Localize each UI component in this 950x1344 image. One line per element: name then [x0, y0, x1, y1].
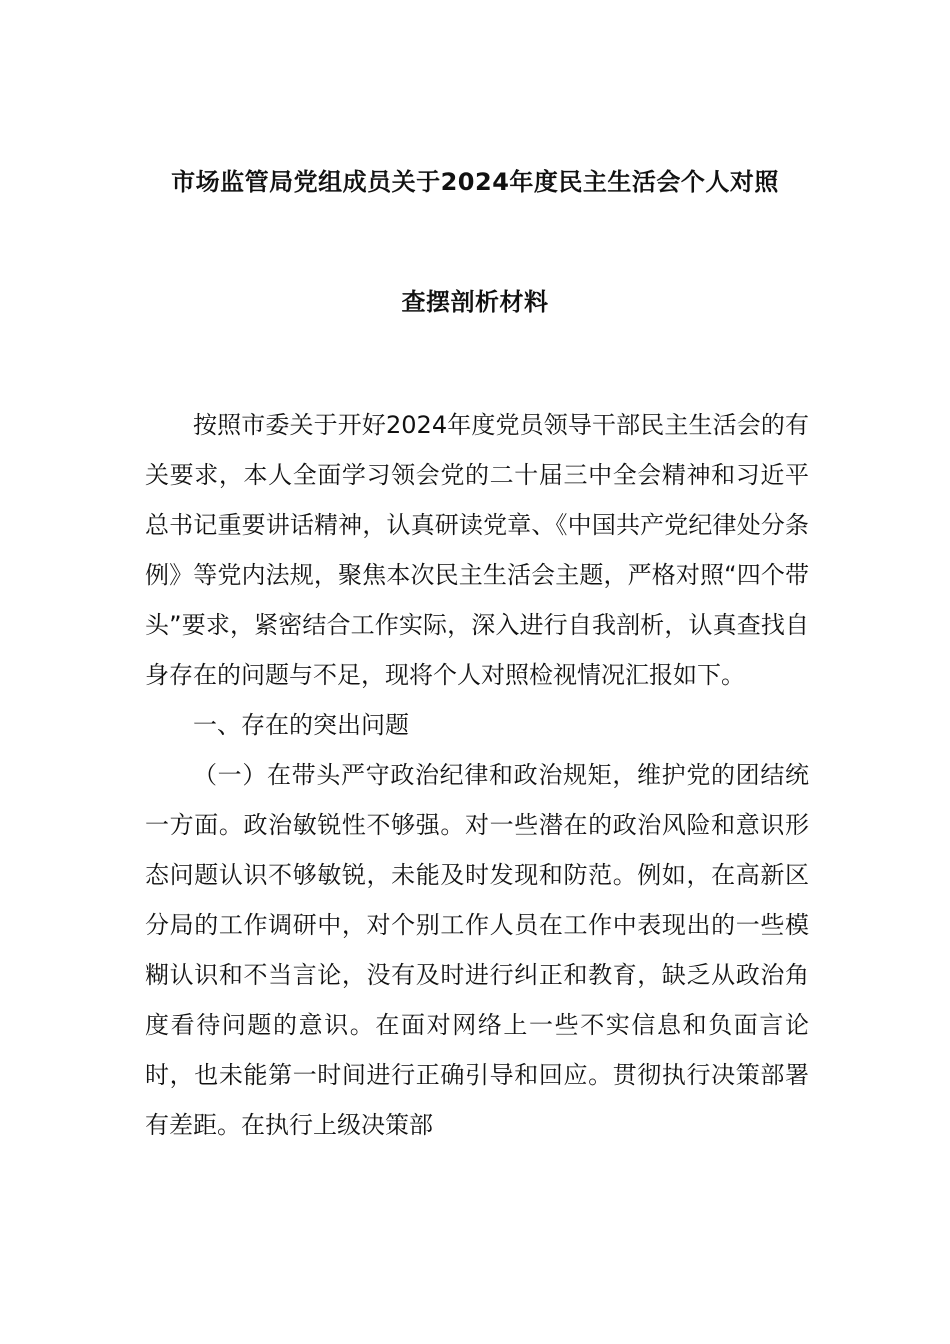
intro-paragraph: 按照市委关于开好2024年度党员领导干部民主生活会的有关要求，本人全面学习领会党的二十届三中全会精神和习近平总书记重要讲话精神，认真研读党章、《中国共产党纪律处分条例》等党内法规，聚焦本次民主生活会主题，严格对照“四个带头”要求，紧密结合工作实际，深入进行自我剖析，认真查找自身存在的问题与不足，现将个人对照检视情况汇报如下。: [145, 411, 809, 689]
subsection-paragraph: （一）在带头严守政治纪律和政治规矩，维护党的团结统一方面。政治敏锐性不够强。对一些潜在的政治风险和意识形态问题认识不够敏锐，未能及时发现和防范。例如，在高新区分局的工作调研中，对个别工作人员在工作中表现出的一些模糊认识和不当言论，没有及时进行纠正和教育，缺乏从政治角度看待问题的意识。在面对网络上一些不实信息和负面言论时，也未能第一时间进行正确引导和回应。贯彻执行决策部署有差距。在执行上级决策部: [145, 761, 809, 1139]
document-title-line-2: 查摆剖析材料: [401, 288, 549, 316]
document-body: [145, 400, 809, 1150]
section-heading: 一、存在的突出问题: [193, 711, 409, 739]
document-title-line-1: 市场监管局党组成员关于2024年度民主生活会个人对照: [171, 168, 779, 196]
